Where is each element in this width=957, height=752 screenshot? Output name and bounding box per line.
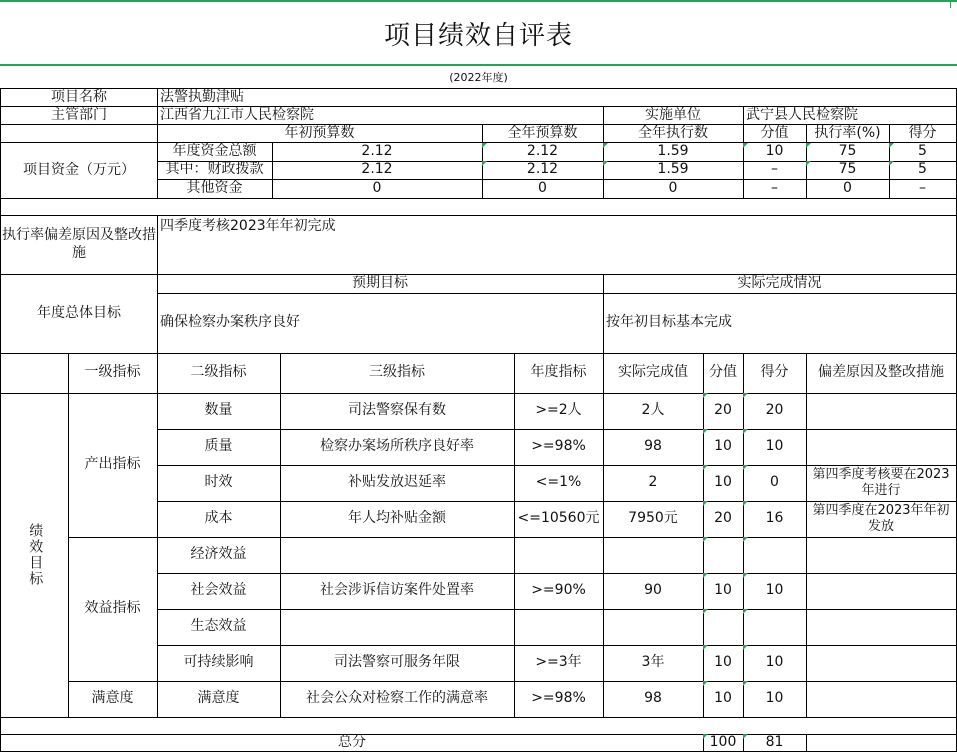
level2-cell: 质量 (157, 429, 281, 466)
actual-cell: 2 (603, 465, 704, 502)
funds-cell: – (743, 180, 807, 199)
target-cell: >=3年 (514, 645, 604, 682)
level2-cell: 可持续影响 (157, 645, 281, 682)
funds-cell: 1.59 (603, 161, 744, 180)
level2-cell: 满意度 (157, 681, 281, 718)
note-cell (806, 645, 957, 682)
funds-cell: 2.12 (272, 143, 483, 162)
satisfaction-indicator-label: 满意度 (68, 681, 158, 718)
score-cell: 10 (743, 645, 807, 682)
funds-header-weight: 分值 (743, 125, 807, 143)
funds-cell: 0 (603, 180, 744, 199)
level2-cell: 生态效益 (157, 609, 281, 646)
impl-value: 武宁县人民检察院 (743, 107, 957, 125)
target-cell: >=2人 (514, 393, 604, 430)
level3-cell (280, 609, 515, 646)
actual-goal-header: 实际完成情况 (603, 274, 957, 294)
note-cell (806, 573, 957, 610)
indicator-header-note: 偏差原因及整改措施 (806, 353, 957, 394)
actual-cell: 98 (603, 681, 704, 718)
funds-header-initial: 年初预算数 (157, 125, 483, 143)
note-cell: 第四季度考核要在2023年进行 (806, 465, 957, 502)
score-cell (743, 609, 807, 646)
target-cell: >=90% (514, 573, 604, 610)
score-cell: 10 (743, 681, 807, 718)
level3-cell (280, 537, 515, 574)
score-cell (743, 537, 807, 574)
funds-row-label: 年度资金总额 (157, 143, 273, 162)
weight-cell: 10 (703, 573, 744, 610)
indicator-header-level1: 一级指标 (68, 353, 158, 394)
spacer-row-bottom (1, 717, 957, 735)
funds-cell: – (743, 161, 807, 180)
score-cell: 10 (743, 573, 807, 610)
project-name-value: 法警执勤津贴 (157, 89, 957, 107)
funds-cell: 5 (889, 143, 957, 162)
actual-goal-value: 按年初目标基本完成 (603, 293, 957, 354)
weight-cell: 10 (703, 429, 744, 466)
level2-cell: 经济效益 (157, 537, 281, 574)
funds-cell: 75 (806, 143, 890, 162)
weight-cell: 10 (703, 681, 744, 718)
goals-label: 年度总体目标 (1, 274, 158, 354)
performance-section-text: 绩效目标 (27, 523, 44, 587)
dept-value: 江西省九江市人民检察院 (157, 107, 604, 125)
output-indicator-label: 产出指标 (68, 393, 158, 538)
funds-cell: 0 (272, 180, 483, 199)
total-note (806, 734, 957, 752)
level3-cell: 社会涉诉信访案件处置率 (280, 573, 515, 610)
actual-cell (603, 537, 704, 574)
score-cell: 20 (743, 393, 807, 430)
weight-cell: 10 (703, 465, 744, 502)
total-weight: 100 (703, 734, 744, 752)
weight-cell: 10 (703, 645, 744, 682)
target-cell: >=98% (514, 681, 604, 718)
expected-goal-header: 预期目标 (157, 274, 604, 294)
indicator-header-level3: 三级指标 (280, 353, 515, 394)
level3-cell: 补贴发放迟延率 (280, 465, 515, 502)
indicator-header-blank (1, 353, 69, 394)
weight-cell: 20 (703, 501, 744, 538)
total-score: 81 (743, 734, 807, 752)
target-cell: >=98% (514, 429, 604, 466)
funds-header-rate: 执行率(%) (806, 125, 890, 143)
funds-cell: – (889, 180, 957, 199)
actual-cell: 3年 (603, 645, 704, 682)
funds-cell: 5 (889, 161, 957, 180)
funds-row-label: 其他资金 (157, 180, 273, 199)
fiscal-year: (2022年度) (449, 71, 508, 84)
weight-cell (703, 537, 744, 574)
funds-section-label: 项目资金（万元） (1, 143, 158, 199)
indicator-header-score: 得分 (743, 353, 807, 394)
indicator-header-level2: 二级指标 (157, 353, 281, 394)
project-name-label: 项目名称 (1, 89, 158, 107)
weight-cell (703, 609, 744, 646)
funds-cell: 75 (806, 161, 890, 180)
funds-header-score: 得分 (889, 125, 957, 143)
funds-cell: 2.12 (272, 161, 483, 180)
note-cell: 第四季度在2023年年初发放 (806, 501, 957, 538)
actual-cell: 90 (603, 573, 704, 610)
indicator-header-weight: 分值 (703, 353, 744, 394)
level3-cell: 社会公众对检察工作的满意率 (280, 681, 515, 718)
target-cell: <=1% (514, 465, 604, 502)
level3-cell: 司法警察可服务年限 (280, 645, 515, 682)
funds-cell: 0 (806, 180, 890, 199)
actual-cell: 2人 (603, 393, 704, 430)
dept-label: 主管部门 (1, 107, 158, 125)
indicator-header-actual: 实际完成值 (603, 353, 704, 394)
performance-section-label (1, 393, 69, 718)
score-cell: 10 (743, 429, 807, 466)
total-label: 总分 (1, 734, 704, 752)
indicator-header-target: 年度指标 (514, 353, 604, 394)
level2-cell: 社会效益 (157, 573, 281, 610)
impl-label: 实施单位 (603, 107, 744, 125)
funds-cell: 0 (482, 180, 604, 199)
funds-row-label: 其中：财政拨款 (157, 161, 273, 180)
title-text: 项目绩效自评表 (383, 20, 573, 51)
note-cell (806, 393, 957, 430)
note-cell (806, 429, 957, 466)
level3-cell: 年人均补贴金额 (280, 501, 515, 538)
funds-cell: 10 (743, 143, 807, 162)
level2-cell: 数量 (157, 393, 281, 430)
expected-goal-value: 确保检察办案秩序良好 (157, 293, 604, 354)
note-cell (806, 609, 957, 646)
level3-cell: 检察办案场所秩序良好率 (280, 429, 515, 466)
funds-cell: 2.12 (482, 143, 604, 162)
note-cell (806, 537, 957, 574)
actual-cell (603, 609, 704, 646)
level3-cell: 司法警察保有数 (280, 393, 515, 430)
score-cell: 0 (743, 465, 807, 502)
score-cell: 16 (743, 501, 807, 538)
weight-cell: 20 (703, 393, 744, 430)
note-cell (806, 681, 957, 718)
target-cell (514, 537, 604, 574)
funds-header-executed: 全年执行数 (603, 125, 744, 143)
deviation-value: 四季度考核2023年年初完成 (157, 215, 957, 275)
spacer-row (1, 198, 957, 216)
funds-header-blank (1, 125, 158, 143)
actual-cell: 98 (603, 429, 704, 466)
level2-cell: 时效 (157, 465, 281, 502)
level2-cell: 成本 (157, 501, 281, 538)
funds-header-annual: 全年预算数 (482, 125, 604, 143)
funds-cell: 1.59 (603, 143, 744, 162)
funds-cell: 2.12 (482, 161, 604, 180)
deviation-label: 执行率偏差原因及整改措施 (1, 215, 158, 275)
benefit-indicator-label: 效益指标 (68, 537, 158, 682)
target-cell: <=10560元 (514, 501, 604, 538)
target-cell (514, 609, 604, 646)
actual-cell: 7950元 (603, 501, 704, 538)
